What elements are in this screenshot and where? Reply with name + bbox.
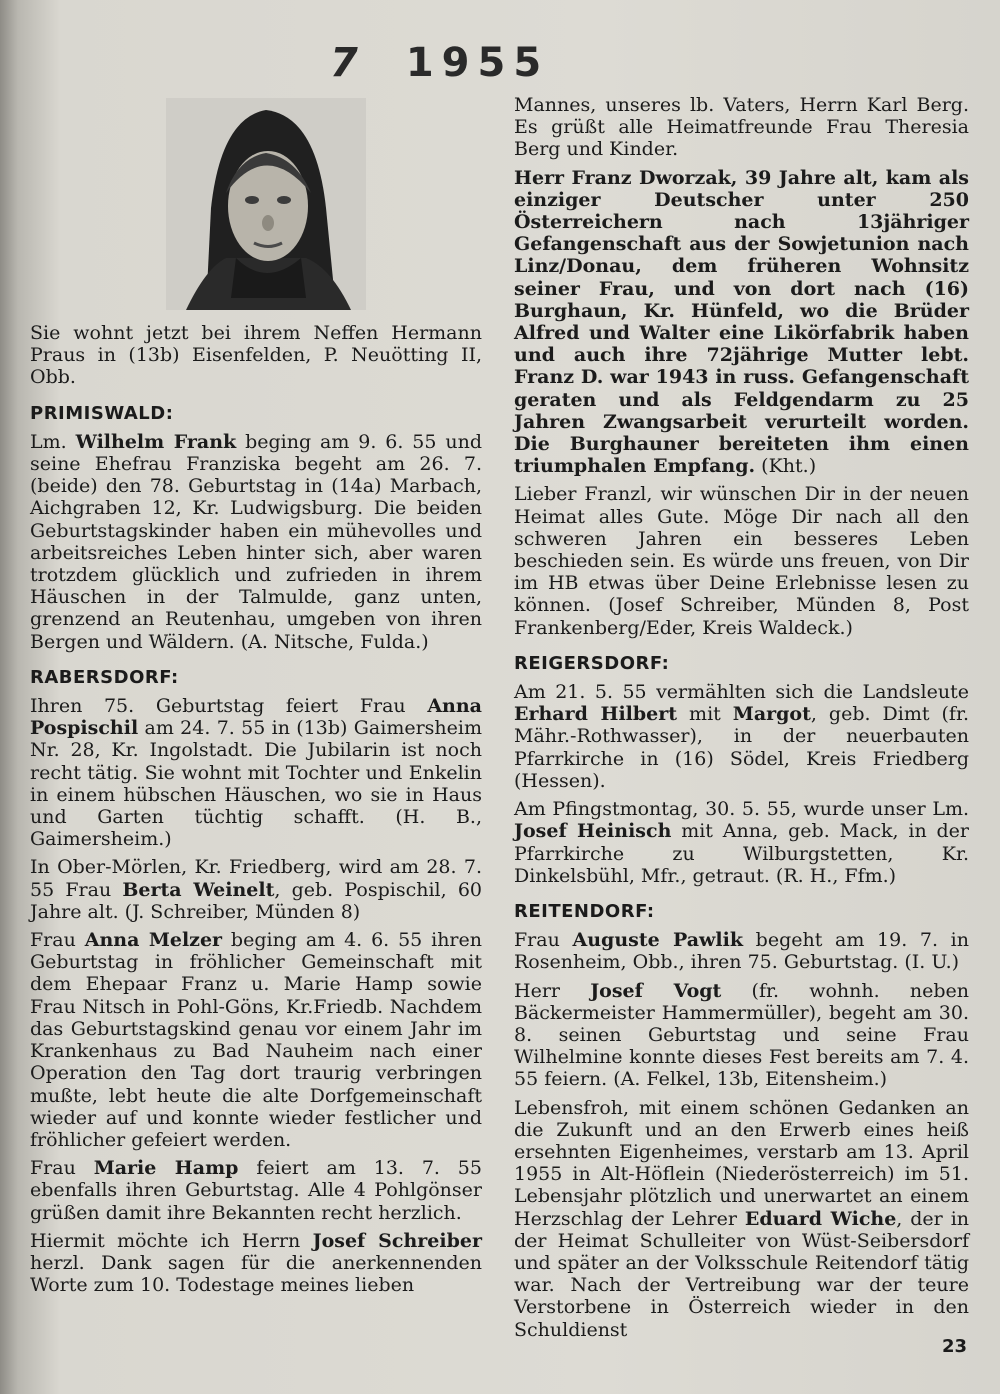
right-column <box>514 0 969 1347</box>
person-name: Erhard Hilbert <box>514 703 678 726</box>
paragraph-text: Herr <box>514 979 591 1002</box>
paragraph-text: Ihren 75. Geburtstag feiert Frau <box>30 695 428 718</box>
article-paragraph <box>30 431 482 653</box>
left-sections <box>30 403 482 1297</box>
paragraph-text: Am Pfingstmontag, 30. 5. 55, wurde unser Lm. <box>514 798 969 821</box>
article-paragraph <box>30 695 482 850</box>
person-name: Josef Vogt <box>590 979 722 1002</box>
person-name: Margot <box>732 703 811 726</box>
left-column <box>30 0 482 1302</box>
article-paragraph <box>514 798 969 887</box>
paragraph-text: Frau <box>30 929 85 952</box>
person-name: Wilhelm Frank <box>75 430 237 453</box>
dworzak-bold-text: Herr Franz Dworzak, 39 Jahre alt, kam als einziger Deutscher unter 250 Österreichern nach 13jähriger Gefangenschaft aus der Sowjetunion nach Linz/Donau, dem früheren Wohnsitz seiner Frau, und von dort nach (16) Burghaun, Kr. Hünfeld, wo die Brüder Alfred und Walter eine Likörfabrik haben und auch ihre 72jährige Mutter lebt. Franz D. war 1943 in russ. Gefangenschaft geraten und als Feldgendarm zu 25 Jahren Zwangsarbeit verurteilt worden. Die Burghauner bereiteten ihm einen triumphalen Empfang. <box>514 166 969 478</box>
section-heading: RABERSDORF: <box>30 666 179 688</box>
paragraph-text: In Ober-Mörlen, Kr. Friedberg, wird am 28. 7. 55 Frau <box>30 856 482 901</box>
person-name: Josef Schreiber <box>312 1229 482 1252</box>
person-name: Eduard Wiche <box>744 1207 897 1230</box>
person-name: Berta Weinelt <box>122 878 275 901</box>
article-paragraph <box>514 1097 969 1341</box>
paragraph-text: (fr. wohnh. neben Bäckermeister Hammermüller), begeht am 30. 8. seinen Geburtstag und seine Frau Wilhelmine konnte dieses Fest bereits am 7. 4. 55 feiern. (A. Felkel, 13b, Eitensheim.) <box>514 979 969 1091</box>
paragraph-text: beging am 9. 6. 55 und seine Ehefrau Franziska begeht am 26. 7. (beide) den 78. Geburtstag in (14a) Marbach, Aichgraben 12, Kr. Ludwigsburg. Die beiden Geburtstagskinder haben ein mühevolles und arbeitsreiches Leben hinter sich, aber waren trotzdem glücklich und zufrieden in ihrem Häuschen in der Talmulde, ganz unten, grenzend an Reutenhau, umgeben von ihren Bergen und Wäldern. (A. Nitsche, Fulda.) <box>30 430 483 653</box>
paragraph-text: feiert am 13. 7. 55 ebenfalls ihren Geburtstag. Alle 4 Pohlgönser grüßen damit ihre Bekannten recht herzlich. <box>30 1157 482 1224</box>
paragraph-text: herzl. Dank sagen für die anerkennenden Worte zum 10. Todestage meines lieben <box>30 1251 482 1297</box>
section-heading: REITENDORF: <box>514 900 655 922</box>
article-paragraph <box>30 1230 482 1297</box>
person-name: Auguste Pawlik <box>572 929 743 952</box>
paragraph-text: , geb. Dimt (fr. Mähr.-Rothwasser), in der neuerbauten Pfarrkirche in (16) Södel, Kreis Friedberg (Hessen). <box>514 703 969 792</box>
letter-paragraph: Lieber Franzl, wir wünschen Dir in der neuen Heimat alles Gute. Möge Dir nach all den schweren Jahren ein besseres Leben beschieden sein. Es würde uns freuen, von Dir im HB etwas über Deine Erlebnisse lesen zu können. (Josef Schreiber, Münden 8, Post Frankenberg/Eder, Kreis Waldeck.) <box>514 483 969 639</box>
intro-paragraph: Mannes, unseres lb. Vaters, Herrn Karl Berg. Es grüßt alle Heimatfreunde Frau Theresia Berg und Kinder. <box>514 94 969 161</box>
article-paragraph <box>514 980 969 1091</box>
page-number: 23 <box>942 1336 968 1357</box>
issue-number: 7 <box>330 40 366 86</box>
paragraph-text: , der in der Heimat Schulleiter von Wüst-Seibersdorf und später an der Volksschule Reitendorf tätig war. Nach der Vertreibung war der teure Verstorbene in Österreich wieder in den Schuldienst <box>514 1207 970 1341</box>
photo-caption: Sie wohnt jetzt bei ihrem Neffen Hermann Praus in (13b) Eisenfelden, P. Neuötting II, Obb. <box>30 322 482 389</box>
paragraph-text: Lm. <box>30 430 76 453</box>
article-paragraph <box>514 929 969 973</box>
person-name: Anna Melzer <box>84 929 223 952</box>
person-name: Anna Pospischil <box>30 695 482 740</box>
article-paragraph <box>30 929 482 1151</box>
section-heading: PRIMISWALD: <box>30 402 174 424</box>
article-paragraph <box>30 856 482 923</box>
article-paragraph <box>30 1157 482 1224</box>
person-name: Marie Hamp <box>93 1157 239 1180</box>
article-paragraph <box>514 681 969 792</box>
paragraph-text: mit <box>677 703 733 726</box>
paragraph-text: Frau <box>30 1157 94 1180</box>
dworzak-source: (Kht.) <box>755 455 817 478</box>
paragraph-text: , geb. Pospischil, 60 Jahre alt. (J. Schreiber, Münden 8) <box>30 878 482 923</box>
year: 1955 <box>405 40 550 86</box>
paragraph-text: beging am 4. 6. 55 ihren Geburtstag in fröhlicher Gemeinschaft mit dem Ehepaar Franz u. Marie Hamp sowie Frau Nitsch in Pohl-Göns, Kr.Friedb. Nachdem das Geburtstagskind genau vor einem Jahr im Krankenhaus zu Bad Nauheim nach einer Operation den Tag dort traurig verbringen mußte, lebt heute die alte Dorfgemeinschaft wieder auf und konnte wieder festlicher und fröhlicher gefeiert werden. <box>30 929 482 1151</box>
section-heading: REIGERSDORF: <box>514 652 670 674</box>
right-sections <box>514 653 969 1341</box>
paragraph-text: begeht am 19. 7. in Rosenheim, Obb., ihren 75. Geburtstag. (I. U.) <box>514 929 969 974</box>
paragraph-text: Lebensfroh, mit einem schönen Gedanken an die Zukunft und an den Erwerb eines heiß ersehnten Eigenheimes, verstarb am 13. April 1955 in Alt-Höflein (Niederösterreich) im 51. Lebensjahr plötzlich und unerwartet an einem Herzschlag der Lehrer <box>514 1096 969 1230</box>
paragraph-text: Hiermit möchte ich Herrn <box>30 1229 313 1252</box>
dworzak-paragraph <box>514 167 969 478</box>
paragraph-text: Frau <box>514 929 573 952</box>
paragraph-text: am 24. 7. 55 in (13b) Gaimersheim Nr. 28, Kr. Ingolstadt. Die Jubilarin ist noch recht tätig. Sie wohnt mit Tochter und Enkelin in einem hübschen Häuschen, wo sie in Haus und Garten tüchtig schafft. (H. B., Gaimersheim.) <box>30 717 482 851</box>
paragraph-text: mit Anna, geb. Mack, in der Pfarrkirche zu Wilburgstetten, Kr. Dinkelsbühl, Mfr., getraut. (R. H., Ffm.) <box>514 820 969 887</box>
person-name: Josef Heinisch <box>514 820 672 843</box>
paragraph-text: Am 21. 5. 55 vermählten sich die Landsleute <box>514 681 969 704</box>
